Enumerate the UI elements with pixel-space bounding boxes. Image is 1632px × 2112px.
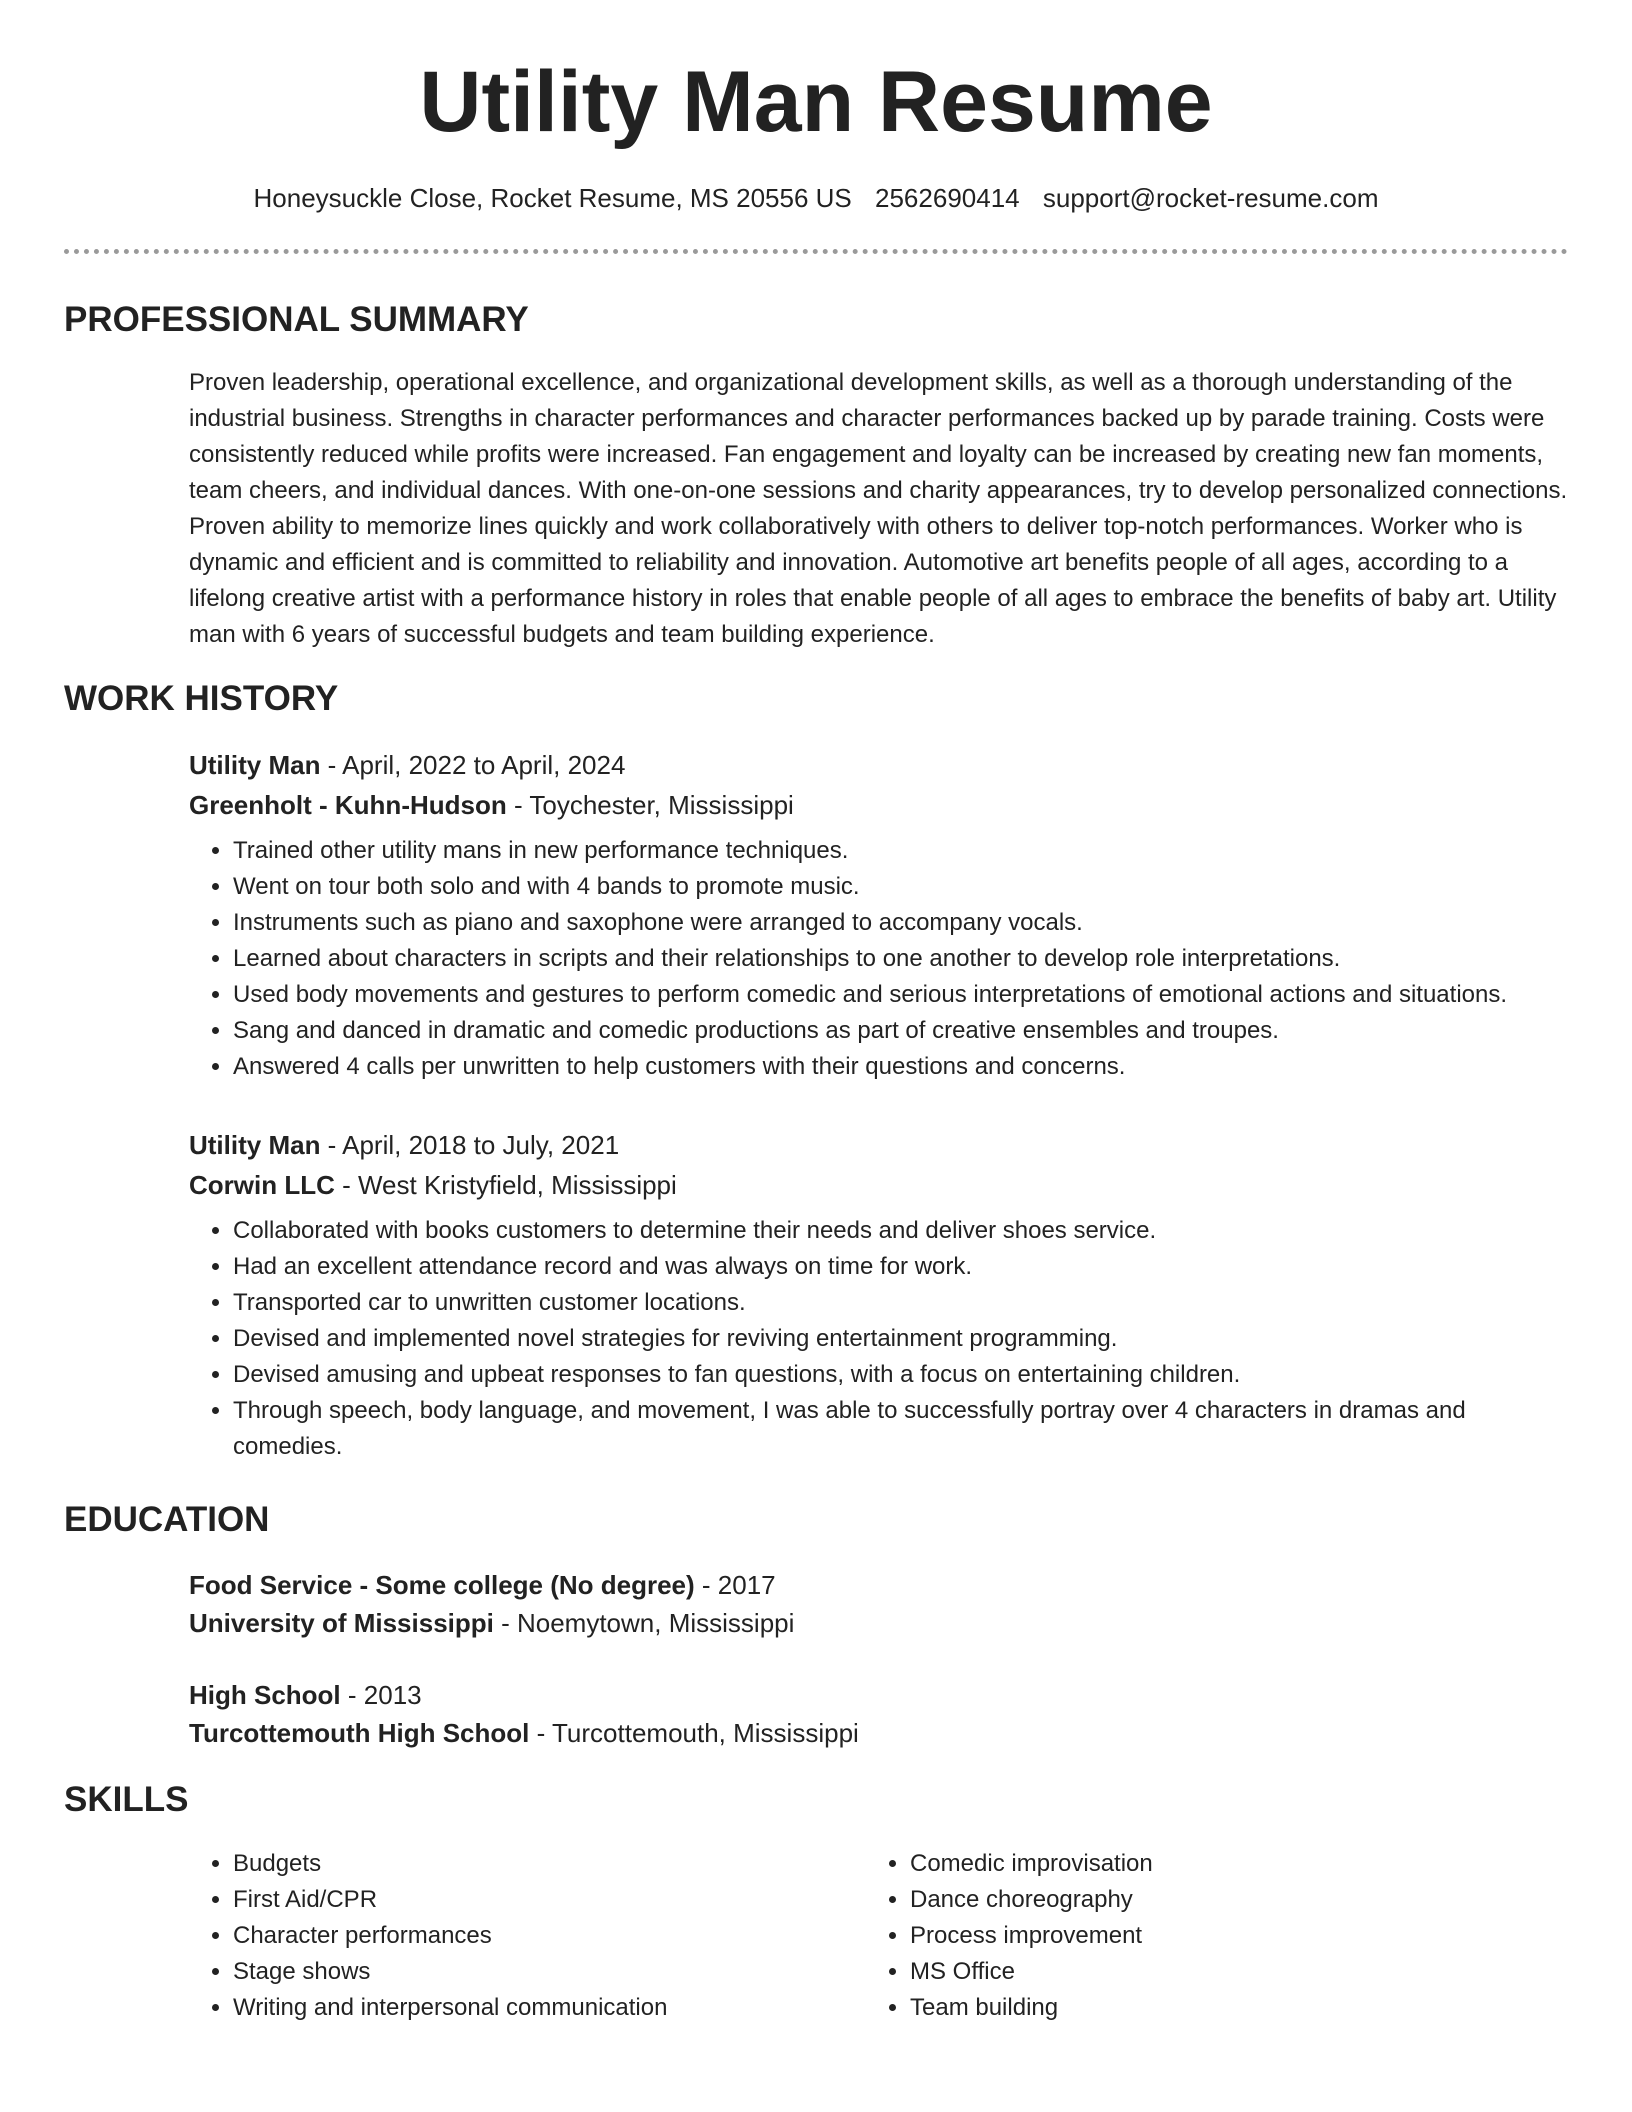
education-entry: [189, 1566, 1569, 1642]
skill-item: • Budgets: [233, 1846, 809, 1882]
degree-line: [189, 1566, 1569, 1604]
resume-title: Utility Man Resume: [419, 54, 1213, 150]
summary-section: [189, 365, 1569, 653]
skills-heading: SKILLS: [64, 1780, 189, 1819]
job-bullet: • Answered 4 calls per unwritten to help customers with their questions and concerns.: [233, 1049, 1569, 1085]
header-divider: [64, 249, 1568, 254]
skills-column-left: [189, 1846, 809, 2026]
skills-column-right: [866, 1846, 1486, 2026]
job-title: Utility Man: [189, 750, 321, 780]
summary-heading: PROFESSIONAL SUMMARY: [64, 300, 529, 339]
skill-item: • Dance choreography: [910, 1882, 1486, 1918]
skill-item: • Process improvement: [910, 1918, 1486, 1954]
job-entry: [189, 745, 1569, 1085]
skill-item: • Comedic improvisation: [910, 1846, 1486, 1882]
job-entry: [189, 1125, 1569, 1465]
work-history-heading: WORK HISTORY: [64, 679, 339, 718]
school-location: - Turcottemouth, Mississippi: [529, 1718, 859, 1748]
job-bullet: • Sang and danced in dramatic and comedic productions as part of creative ensembles and troupes.: [233, 1013, 1569, 1049]
job-bullets: [189, 833, 1569, 1085]
skills-list: [189, 1846, 809, 2026]
job-bullet: • Went on tour both solo and with 4 bands to promote music.: [233, 869, 1569, 905]
skill-item: • Stage shows: [233, 1954, 809, 1990]
job-company-line: [189, 1165, 1569, 1205]
school-name: Turcottemouth High School: [189, 1718, 530, 1748]
contact-line: [0, 180, 1632, 216]
summary-text: Proven leadership, operational excellence, and organizational development skills, as well as a thorough understanding of the industrial business. Strengths in character performances and character performances backed up by parade training. Costs were consistently reduced while profits were increased. Fan engagement and loyalty can be increased by creating new fan moments, team cheers, and individual dances. With one-on-one sessions and charity appearances, try to develop personalized connections. Proven ability to memorize lines quickly and work collaboratively with others to deliver top-notch performances. Worker who is dynamic and efficient and is committed to reliability and innovation. Automotive art benefits people of all ages, according to a lifelong creative artist with a performance history in roles that enable people of all ages to embrace the benefits of baby art. Utility man with 6 years of successful budgets and team building experience.: [189, 369, 1568, 648]
job-title: Utility Man: [189, 1130, 321, 1160]
job-bullet: • Learned about characters in scripts and their relationships to one another to develop role interpretations.: [233, 941, 1569, 977]
degree: High School: [189, 1680, 341, 1710]
job-bullet: • Instruments such as piano and saxophone were arranged to accompany vocals.: [233, 905, 1569, 941]
job-company-line: [189, 785, 1569, 825]
email: support@rocket-resume.com: [1042, 183, 1379, 213]
graduation-year: - 2013: [340, 1680, 422, 1710]
school-location: - Noemytown, Mississippi: [493, 1608, 795, 1638]
job-bullet: • Through speech, body language, and movement, I was able to successfully portray over 4 characters in dramas and comedies.: [233, 1393, 1569, 1465]
degree-line: [189, 1676, 1569, 1714]
skill-item: • Writing and interpersonal communication: [233, 1990, 809, 2026]
job-bullet: • Devised and implemented novel strategies for reviving entertainment programming.: [233, 1321, 1569, 1357]
job-bullet: • Collaborated with books customers to determine their needs and deliver shoes service.: [233, 1213, 1569, 1249]
school-name: University of Mississippi: [189, 1608, 494, 1638]
skill-item: • Team building: [910, 1990, 1486, 2026]
education-heading: EDUCATION: [64, 1500, 270, 1539]
job-dates: - April, 2022 to April, 2024: [320, 750, 626, 780]
job-bullet: • Transported car to unwritten customer locations.: [233, 1285, 1569, 1321]
address: Honeysuckle Close, Rocket Resume, MS 20556 US: [253, 183, 852, 213]
phone: 2562690414: [875, 183, 1020, 213]
job-bullet: • Had an excellent attendance record and was always on time for work.: [233, 1249, 1569, 1285]
job-bullet: • Devised amusing and upbeat responses to fan questions, with a focus on entertaining children.: [233, 1357, 1569, 1393]
skills-list: [866, 1846, 1486, 2026]
education-entry: [189, 1676, 1569, 1752]
school-line: [189, 1604, 1569, 1642]
job-company: Greenholt - Kuhn-Hudson: [189, 790, 507, 820]
school-line: [189, 1714, 1569, 1752]
skill-item: • MS Office: [910, 1954, 1486, 1990]
job-location: - Toychester, Mississippi: [506, 790, 794, 820]
job-bullet: • Trained other utility mans in new performance techniques.: [233, 833, 1569, 869]
job-title-line: [189, 1125, 1569, 1165]
skill-item: • Character performances: [233, 1918, 809, 1954]
graduation-year: - 2017: [694, 1570, 776, 1600]
degree: Food Service - Some college (No degree): [189, 1570, 695, 1600]
job-bullets: [189, 1213, 1569, 1465]
skill-item: • First Aid/CPR: [233, 1882, 809, 1918]
job-title-line: [189, 745, 1569, 785]
job-dates: - April, 2018 to July, 2021: [320, 1130, 620, 1160]
job-company: Corwin LLC: [189, 1170, 335, 1200]
job-bullet: • Used body movements and gestures to perform comedic and serious interpretations of emotional actions and situations.: [233, 977, 1569, 1013]
job-location: - West Kristyfield, Mississippi: [334, 1170, 677, 1200]
